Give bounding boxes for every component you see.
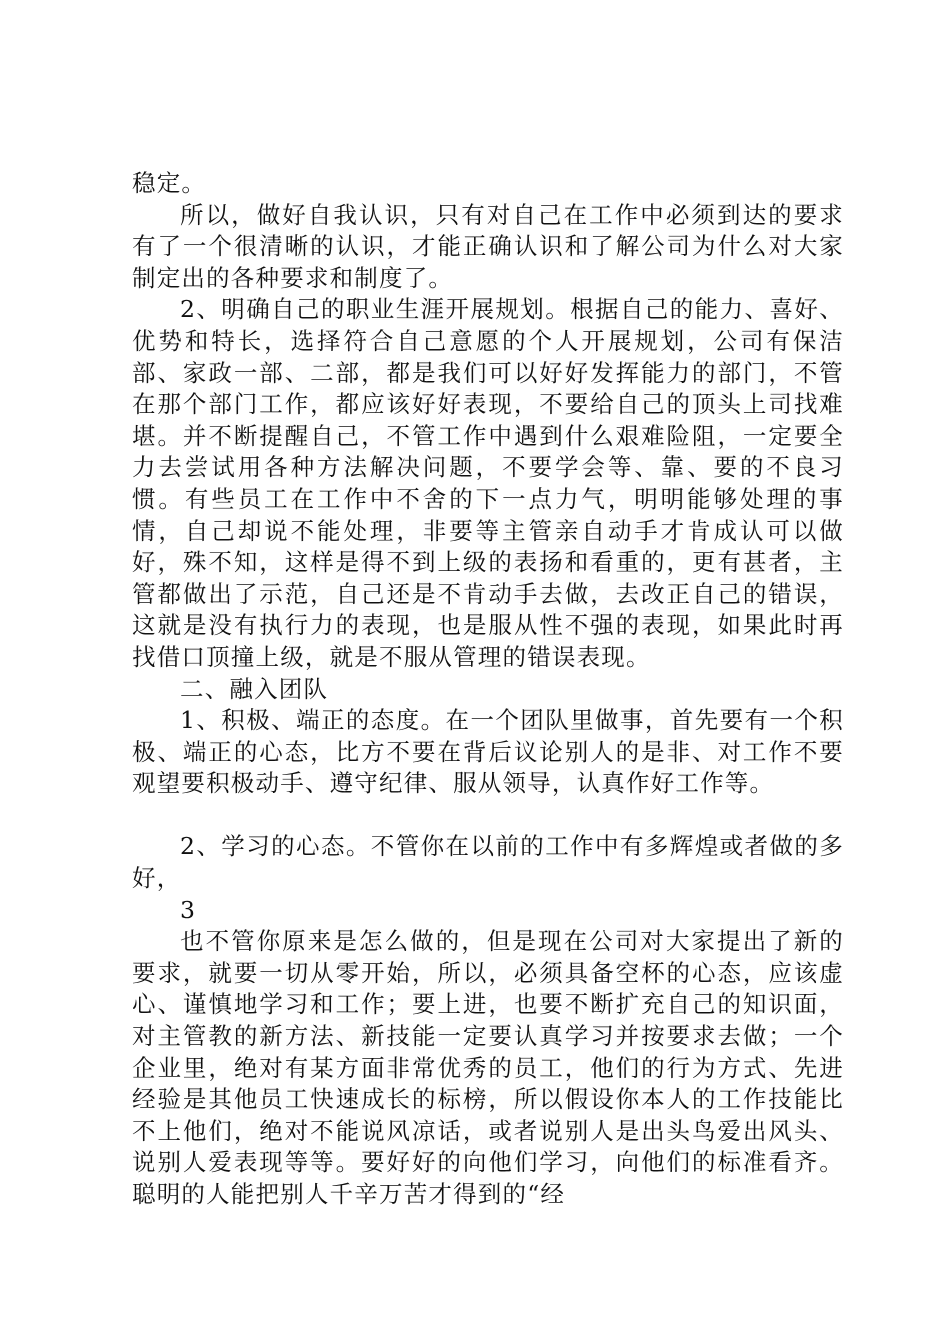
paragraph-continuation: 稳定。	[132, 169, 207, 197]
paragraph-self-awareness: 所以，做好自我认识，只有对自己在工作中必须到达的要求有了一个很清晰的认识，才能正确认识和了解公司为什么对大家制定出的各种要求和制度了。	[132, 200, 844, 292]
blank-line	[132, 800, 844, 832]
section-heading-team: 二、融入团队	[180, 674, 329, 703]
paragraph-career-planning: 2、明确自己的职业生涯开展规划。根据自己的能力、喜好、优势和特长，选择符合自己意愿的个人开展规划，公司有保洁部、家政一部、二部，都是我们可以好好发挥能力的部门，不管在那个部门工作，都应该好好表现，不要给自己的顶头上司找难堪。并不断提醒自己，不管工作中遇到什么艰难险阻，一定要全力去尝试用各种方法解决问题，不要学会等、靠、要的不良习惯。有些员工在工作中不舍的下一点力气，明明能够处理的事情，自己却说不能处理，非要等主管亲自动手才肯成认可以做好，殊不知，这样是得不到上级的表扬和看重的，更有甚者，主管都做出了示范，自己还是不肯动手去做，去改正自己的错误，这就是没有执行力的表现，也是服从性不强的表现，如果此时再找借口顶撞上级，就是不服从管理的错误表现。	[132, 295, 844, 671]
document-body	[132, 168, 844, 1211]
paragraph-learning-mindset: 2、学习的心态。不管你在以前的工作中有多辉煌或者做的多好，	[132, 832, 844, 893]
paragraph-learning-continued: 也不管你原来是怎么做的，但是现在公司对大家提出了新的要求，就要一切从零开始，所以，必须具备空杯的心态，应该虚心、谨慎地学习和工作；要上进，也要不断扩充自己的知识面，对主管教的新方法、新技能一定要认真学习并按要求去做；一个企业里，绝对有某方面非常优秀的员工，他们的行为方式、先进经验是其他员工快速成长的标榜，所以假设你本人的工作技能比不上他们，绝对不能说风凉话，或者说别人是出头鸟爱出风头、说别人爱表现等等。要好好的向他们学习，向他们的标准看齐。聪明的人能把别人千辛万苦才得到的“经	[132, 927, 844, 1208]
paragraph-attitude: 1、积极、端正的态度。在一个团队里做事，首先要有一个积极、端正的心态，比方不要在背后议论别人的是非、对工作不要观望要积极动手、遵守纪律、服从领导，认真作好工作等。	[132, 706, 844, 798]
page-number: 3	[180, 895, 197, 924]
